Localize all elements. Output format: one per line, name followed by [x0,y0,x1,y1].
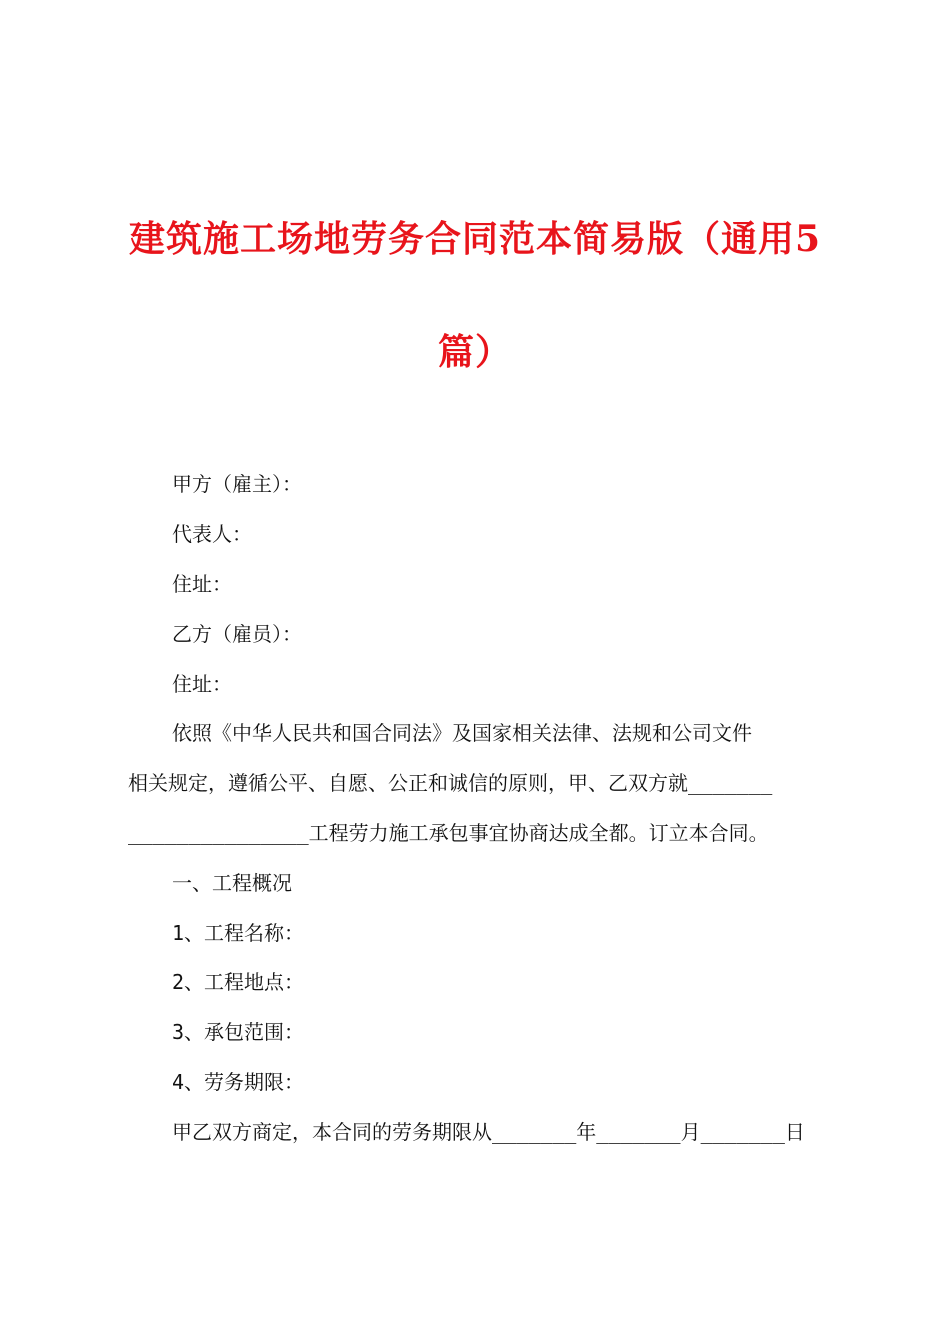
preamble-paragraph-line-2: 相关规定，遵循公平、自愿、公正和诚信的原则，甲、乙双方就_______ [128,771,773,795]
item-labor-term: 4、劳务期限： [172,1070,305,1094]
party-a-address: 住址： [172,572,232,596]
party-a-employer: 甲方（雇主）： [172,472,302,496]
document-title-line-2: 篇） [437,331,512,373]
labor-term-paragraph-line-1: 甲乙双方商定，本合同的劳务期限从_______年_______月_______日 [172,1120,805,1144]
party-b-employee: 乙方（雇员）： [172,622,302,646]
document-title-line-1: 建筑施工场地劳务合同范本简易版（通用5 [128,218,822,260]
item-contract-scope: 3、承包范围： [172,1020,305,1044]
party-b-address: 住址： [172,672,232,696]
preamble-paragraph-line-1: 依照《中华人民共和国合同法》及国家相关法律、法规和公司文件 [172,721,752,745]
preamble-paragraph-line-3: _______________工程劳力施工承包事宜协商达成全都。订立本合同。 [128,821,769,845]
section-heading-project-overview: 一、工程概况 [172,871,292,895]
representative: 代表人： [172,522,252,546]
item-project-name: 1、工程名称： [172,921,305,945]
item-project-location: 2、工程地点： [172,970,305,994]
